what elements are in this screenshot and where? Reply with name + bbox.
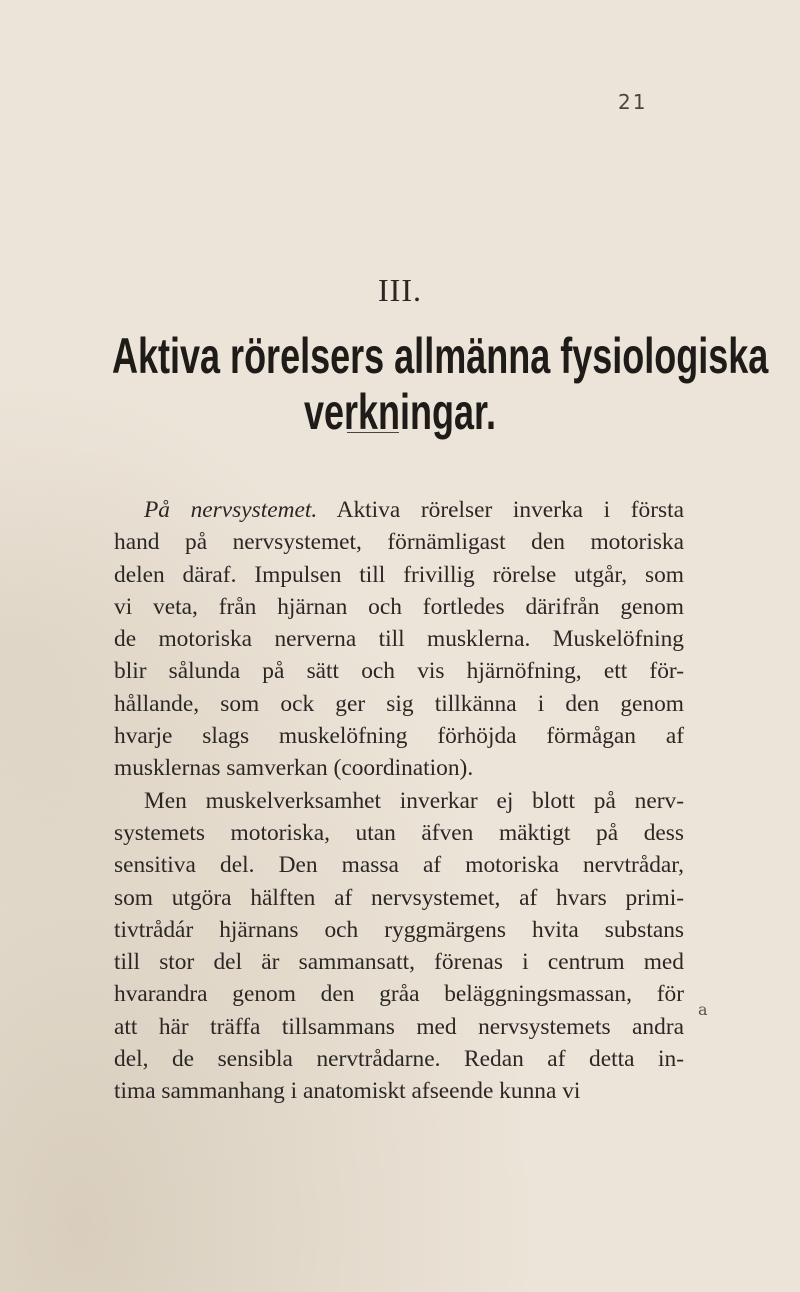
text-line: Men muskelverksamhet inverkar ej blott på nerv- [144, 787, 684, 814]
text-line: systemets motoriska, utan äfven mäktigt på dess [114, 819, 684, 846]
chapter-heading [112, 328, 769, 440]
text-line: som utgöra hälften af nervsystemet, af hvars primi- [114, 884, 684, 911]
chapter-number: III. [378, 272, 422, 308]
text-line: På nervsystemet. Aktiva rörelser inverka i första [144, 497, 684, 523]
body-text [114, 494, 684, 1108]
heading-divider [347, 432, 399, 433]
text-line: hållande, som ock ger sig tillkänna i den genom [114, 690, 684, 717]
text-line: tima sammanhang i anatomiskt afseende kunna vi [114, 1078, 581, 1105]
text-line: delen däraf. Impulsen till frivillig rörelse utgår, som [114, 561, 684, 588]
text-line: hand på nervsystemet, förnämligast den motoriska [114, 529, 684, 556]
text-line: hvarandra genom den gråa beläggningsmassan, för [114, 981, 684, 1008]
text-line: blir sålunda på sätt och vis hjärnöfning, ett för- [114, 658, 684, 685]
heading-line: verkningar. [303, 384, 497, 440]
heading-line: Aktiva rörelsers allmänna fysiologiska [112, 328, 769, 384]
section-lead: På nervsystemet. [144, 497, 318, 523]
text-line: sensitiva del. Den massa af motoriska nervtrådar, [114, 852, 684, 879]
page-number: 21 [618, 90, 648, 114]
margin-correction-mark: a [698, 1000, 708, 1019]
text-line: hvarje slags muskelöfning förhöjda förmågan af [114, 723, 684, 750]
text-line: vi veta, från hjärnan och fortledes därifrån genom [114, 593, 684, 620]
text-line: del, de sensibla nervtrådarne. Redan af detta in- [114, 1046, 684, 1073]
text-line: till stor del är sammansatt, förenas i centrum med [114, 949, 684, 976]
text-line: musklernas samverkan (coordination). [114, 755, 474, 782]
text-line: de motoriska nerverna till musklerna. Muskelöfning [114, 626, 684, 653]
text-line: tivtrådár hjärnans och ryggmärgens hvita substans [114, 916, 684, 943]
text-line: att här träffa tillsammans med nervsystemets andra [114, 1013, 684, 1040]
